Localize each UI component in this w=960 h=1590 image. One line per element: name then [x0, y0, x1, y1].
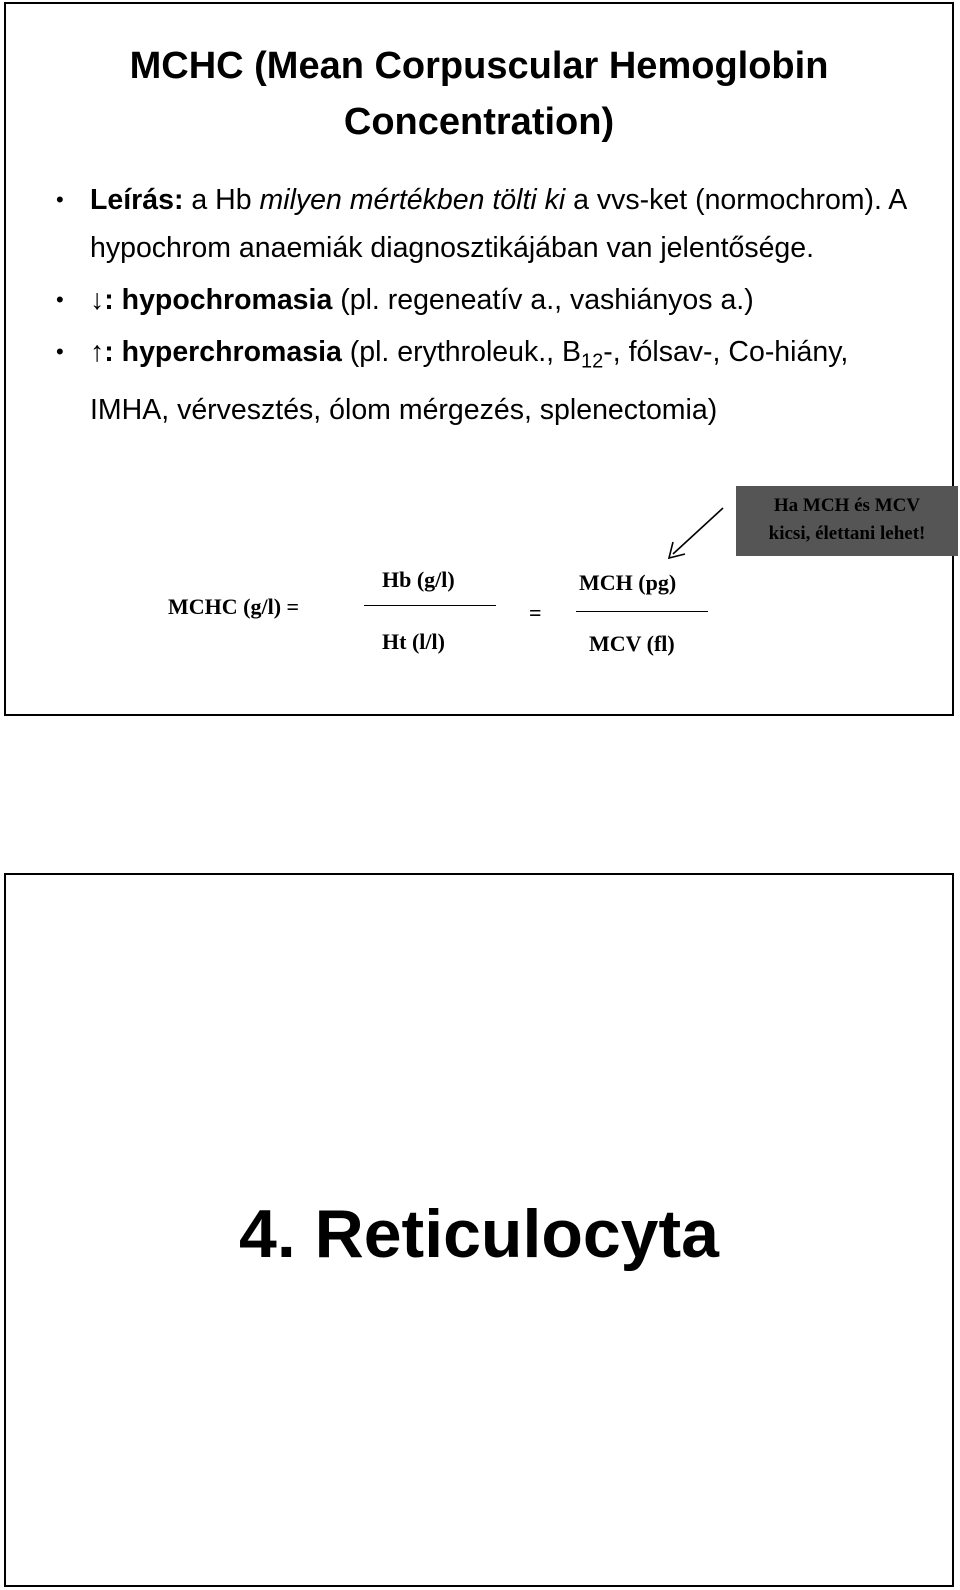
description-label: Leírás:: [90, 184, 184, 216]
description-italic: milyen mértékben tölti ki: [259, 184, 566, 216]
bullet-dot: •: [56, 287, 64, 312]
formula-lhs: MCHC (g/l) =: [168, 594, 300, 619]
bullet-description: [52, 176, 932, 272]
description-text-1: a Hb: [183, 184, 260, 216]
slide-2: [4, 873, 954, 1587]
slide-1: [4, 2, 954, 716]
slide-2-title: 4. Reticulocyta: [239, 1196, 719, 1272]
formula-denominator-mcv: MCV (fl): [589, 631, 675, 656]
hyperchromasia-text-2: -, fólsav-, Co-hiány, IMHA, vérvesztés, ólom mérgezés, splenectomia): [90, 336, 849, 426]
down-arrow-icon: ↓: [90, 284, 105, 316]
formula-numerator-mch: MCH (pg): [579, 570, 677, 595]
bullet-dot: •: [56, 339, 64, 364]
hypochromasia-label: : hypochromasia: [104, 284, 333, 316]
fraction-line-1: [364, 605, 496, 606]
note-box: [736, 486, 958, 556]
hyperchromasia-label: : hyperchromasia: [104, 336, 342, 368]
bullet-dot: •: [56, 187, 64, 212]
title-line-2: Concentration): [343, 101, 615, 143]
title-line-1: MCHC (Mean Corpuscular Hemoglobin: [129, 45, 829, 87]
hyperchromasia-text-1: (pl. erythroleuk., B: [341, 336, 582, 368]
subscript-12: 12: [581, 350, 604, 373]
pointer-arrow-icon: [661, 504, 731, 564]
formula-numerator-hb: Hb (g/l): [382, 567, 455, 592]
bullet-hyperchromasia: [52, 328, 932, 434]
bullet-list: [52, 176, 932, 438]
hypochromasia-text: (pl. regeneatív a., vashiányos a.): [332, 284, 754, 316]
fraction-line-2: [576, 611, 708, 612]
description-text-2: a vvs-ket (normochrom). A hypochrom anaemiák diagnosztikájában van jelentősége.: [90, 184, 906, 264]
formula-denominator-ht: Ht (l/l): [382, 629, 445, 654]
note-line-2: kicsi, élettani lehet!: [768, 523, 926, 544]
slide-title: [6, 38, 952, 150]
up-arrow-icon: ↑: [90, 336, 105, 368]
note-line-1: Ha MCH és MCV: [773, 495, 921, 516]
bullet-hypochromasia: [52, 276, 932, 324]
formula-equals: =: [529, 600, 542, 625]
